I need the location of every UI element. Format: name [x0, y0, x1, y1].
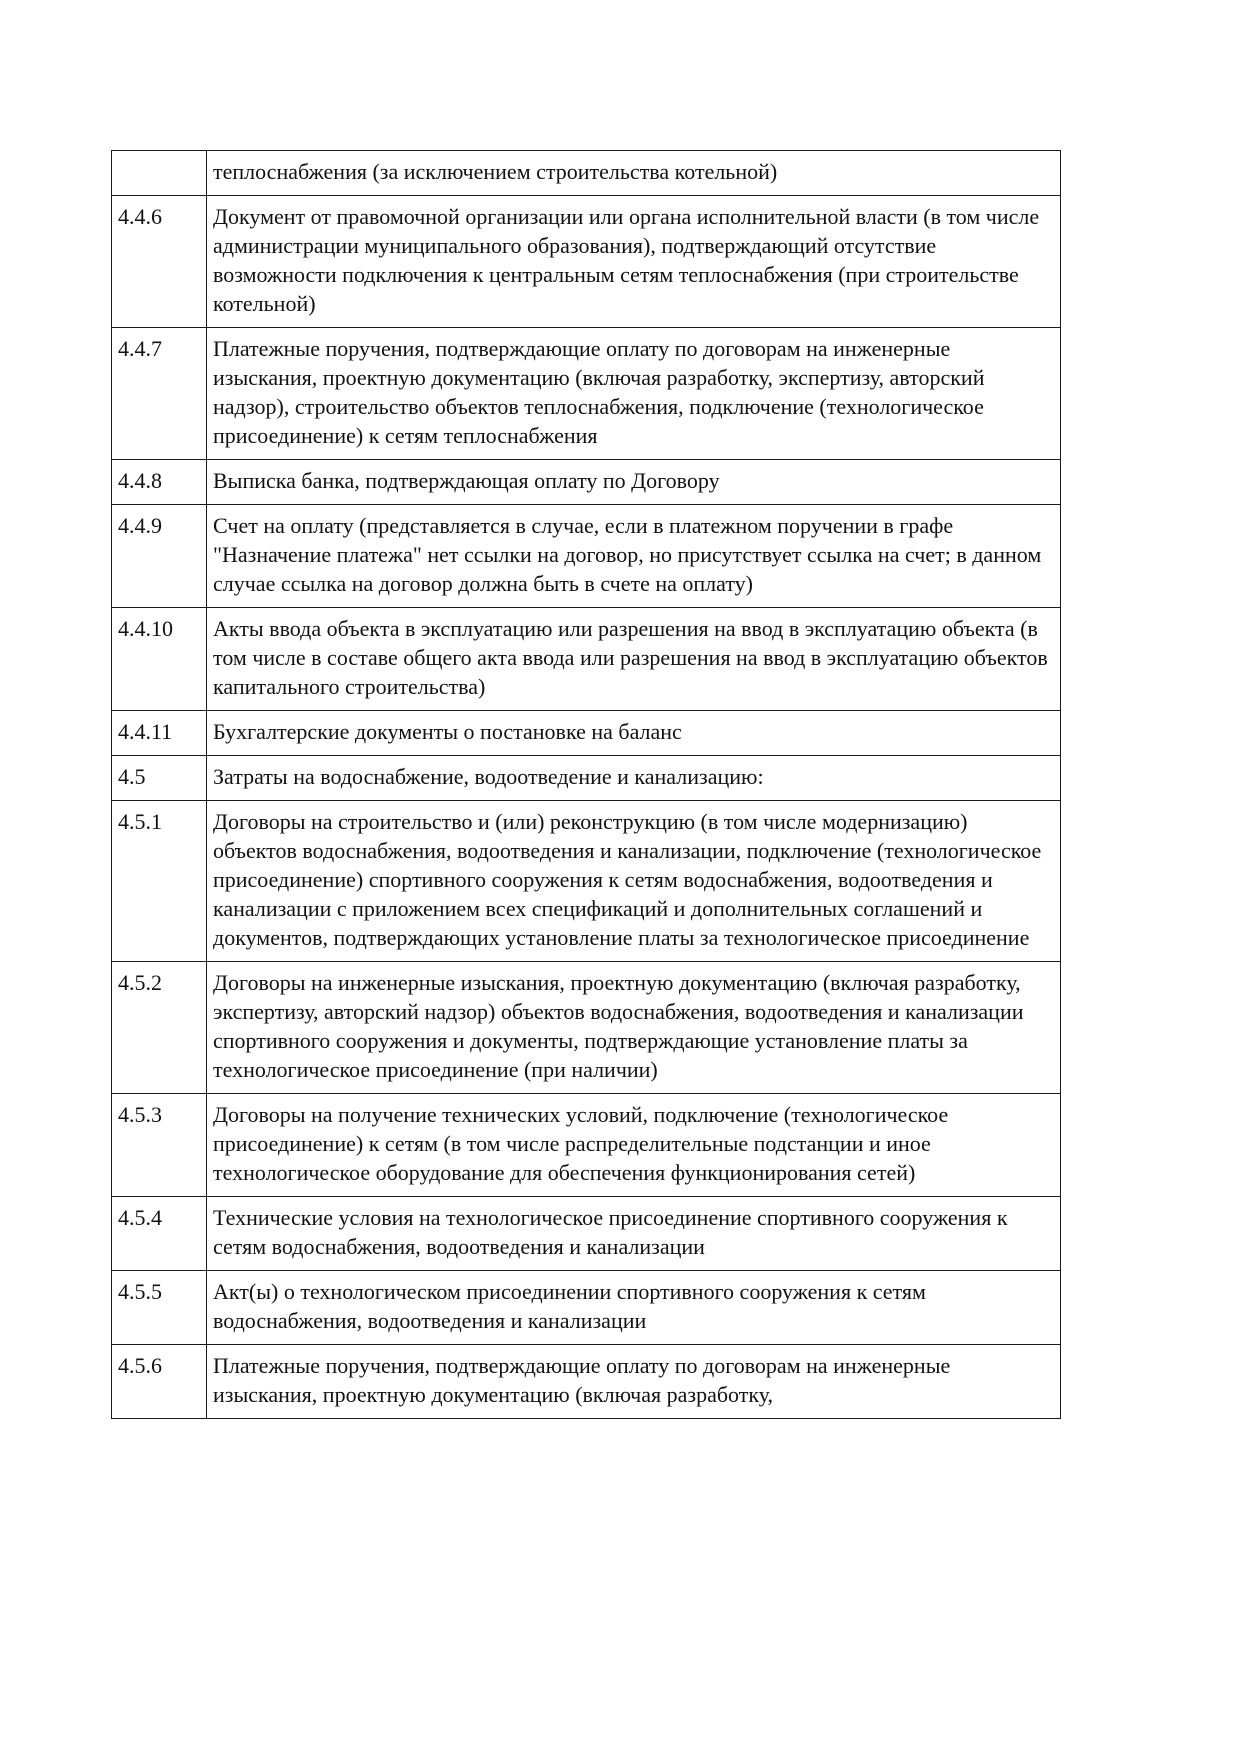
table-row	[112, 151, 1061, 196]
item-number: 4.4.11	[112, 711, 207, 756]
item-description: Технические условия на технологическое присоединение спортивного сооружения к сетям водоснабжения, водоотведения и канализации	[207, 1197, 1061, 1271]
item-number: 4.5.3	[112, 1094, 207, 1197]
item-number: 4.5.2	[112, 962, 207, 1094]
item-number: 4.4.8	[112, 460, 207, 505]
item-description: Счет на оплату (представляется в случае, если в платежном поручении в графе "Назначение платежа" нет ссылки на договор, но присутствует ссылка на счет; в данном случае ссылка на договор должна быть в счете на оплату)	[207, 505, 1061, 608]
table-row	[112, 711, 1061, 756]
item-number: 4.5.6	[112, 1345, 207, 1419]
requirements-table	[111, 150, 1061, 1419]
item-number: 4.5	[112, 756, 207, 801]
table-row	[112, 1197, 1061, 1271]
item-description: Бухгалтерские документы о постановке на баланс	[207, 711, 1061, 756]
item-number: 4.5.1	[112, 801, 207, 962]
item-description: Платежные поручения, подтверждающие оплату по договорам на инженерные изыскания, проектную документацию (включая разработку,	[207, 1345, 1061, 1419]
item-number: 4.4.9	[112, 505, 207, 608]
item-description: Договоры на инженерные изыскания, проектную документацию (включая разработку, экспертизу, авторский надзор) объектов водоснабжения, водоотведения и канализации спортивного сооружения и документы, подтверждающие установление платы за технологическое присоединение (при наличии)	[207, 962, 1061, 1094]
table-row	[112, 801, 1061, 962]
table-row	[112, 756, 1061, 801]
item-number: 4.5.4	[112, 1197, 207, 1271]
table-row	[112, 1271, 1061, 1345]
item-description: Затраты на водоснабжение, водоотведение и канализацию:	[207, 756, 1061, 801]
item-number: 4.4.10	[112, 608, 207, 711]
table-row	[112, 505, 1061, 608]
item-description: Акт(ы) о технологическом присоединении спортивного сооружения к сетям водоснабжения, водоотведения и канализации	[207, 1271, 1061, 1345]
item-number: 4.5.5	[112, 1271, 207, 1345]
item-number	[112, 151, 207, 196]
table-row	[112, 460, 1061, 505]
item-description: Договоры на строительство и (или) реконструкцию (в том числе модернизацию) объектов водоснабжения, водоотведения и канализации, подключение (технологическое присоединение) спортивного сооружения к сетям водоснабжения, водоотведения и канализации с приложением всех спецификаций и дополнительных соглашений и документов, подтверждающих установление платы за технологическое присоединение	[207, 801, 1061, 962]
item-description: Договоры на получение технических условий, подключение (технологическое присоединение) к сетям (в том числе распределительные подстанции и иное технологическое оборудование для обеспечения функционирования сетей)	[207, 1094, 1061, 1197]
table-row	[112, 1345, 1061, 1419]
table-row	[112, 608, 1061, 711]
table-row	[112, 1094, 1061, 1197]
table-row	[112, 962, 1061, 1094]
item-description: Выписка банка, подтверждающая оплату по Договору	[207, 460, 1061, 505]
table-row	[112, 196, 1061, 328]
item-description: теплоснабжения (за исключением строительства котельной)	[207, 151, 1061, 196]
item-number: 4.4.6	[112, 196, 207, 328]
item-description: Документ от правомочной организации или органа исполнительной власти (в том числе администрации муниципального образования), подтверждающий отсутствие возможности подключения к центральным сетям теплоснабжения (при строительстве котельной)	[207, 196, 1061, 328]
table-row	[112, 328, 1061, 460]
item-description: Акты ввода объекта в эксплуатацию или разрешения на ввод в эксплуатацию объекта (в том числе в составе общего акта ввода или разрешения на ввод в эксплуатацию объектов капитального строительства)	[207, 608, 1061, 711]
item-number: 4.4.7	[112, 328, 207, 460]
item-description: Платежные поручения, подтверждающие оплату по договорам на инженерные изыскания, проектную документацию (включая разработку, экспертизу, авторский надзор), строительство объектов теплоснабжения, подключение (технологическое присоединение) к сетям теплоснабжения	[207, 328, 1061, 460]
